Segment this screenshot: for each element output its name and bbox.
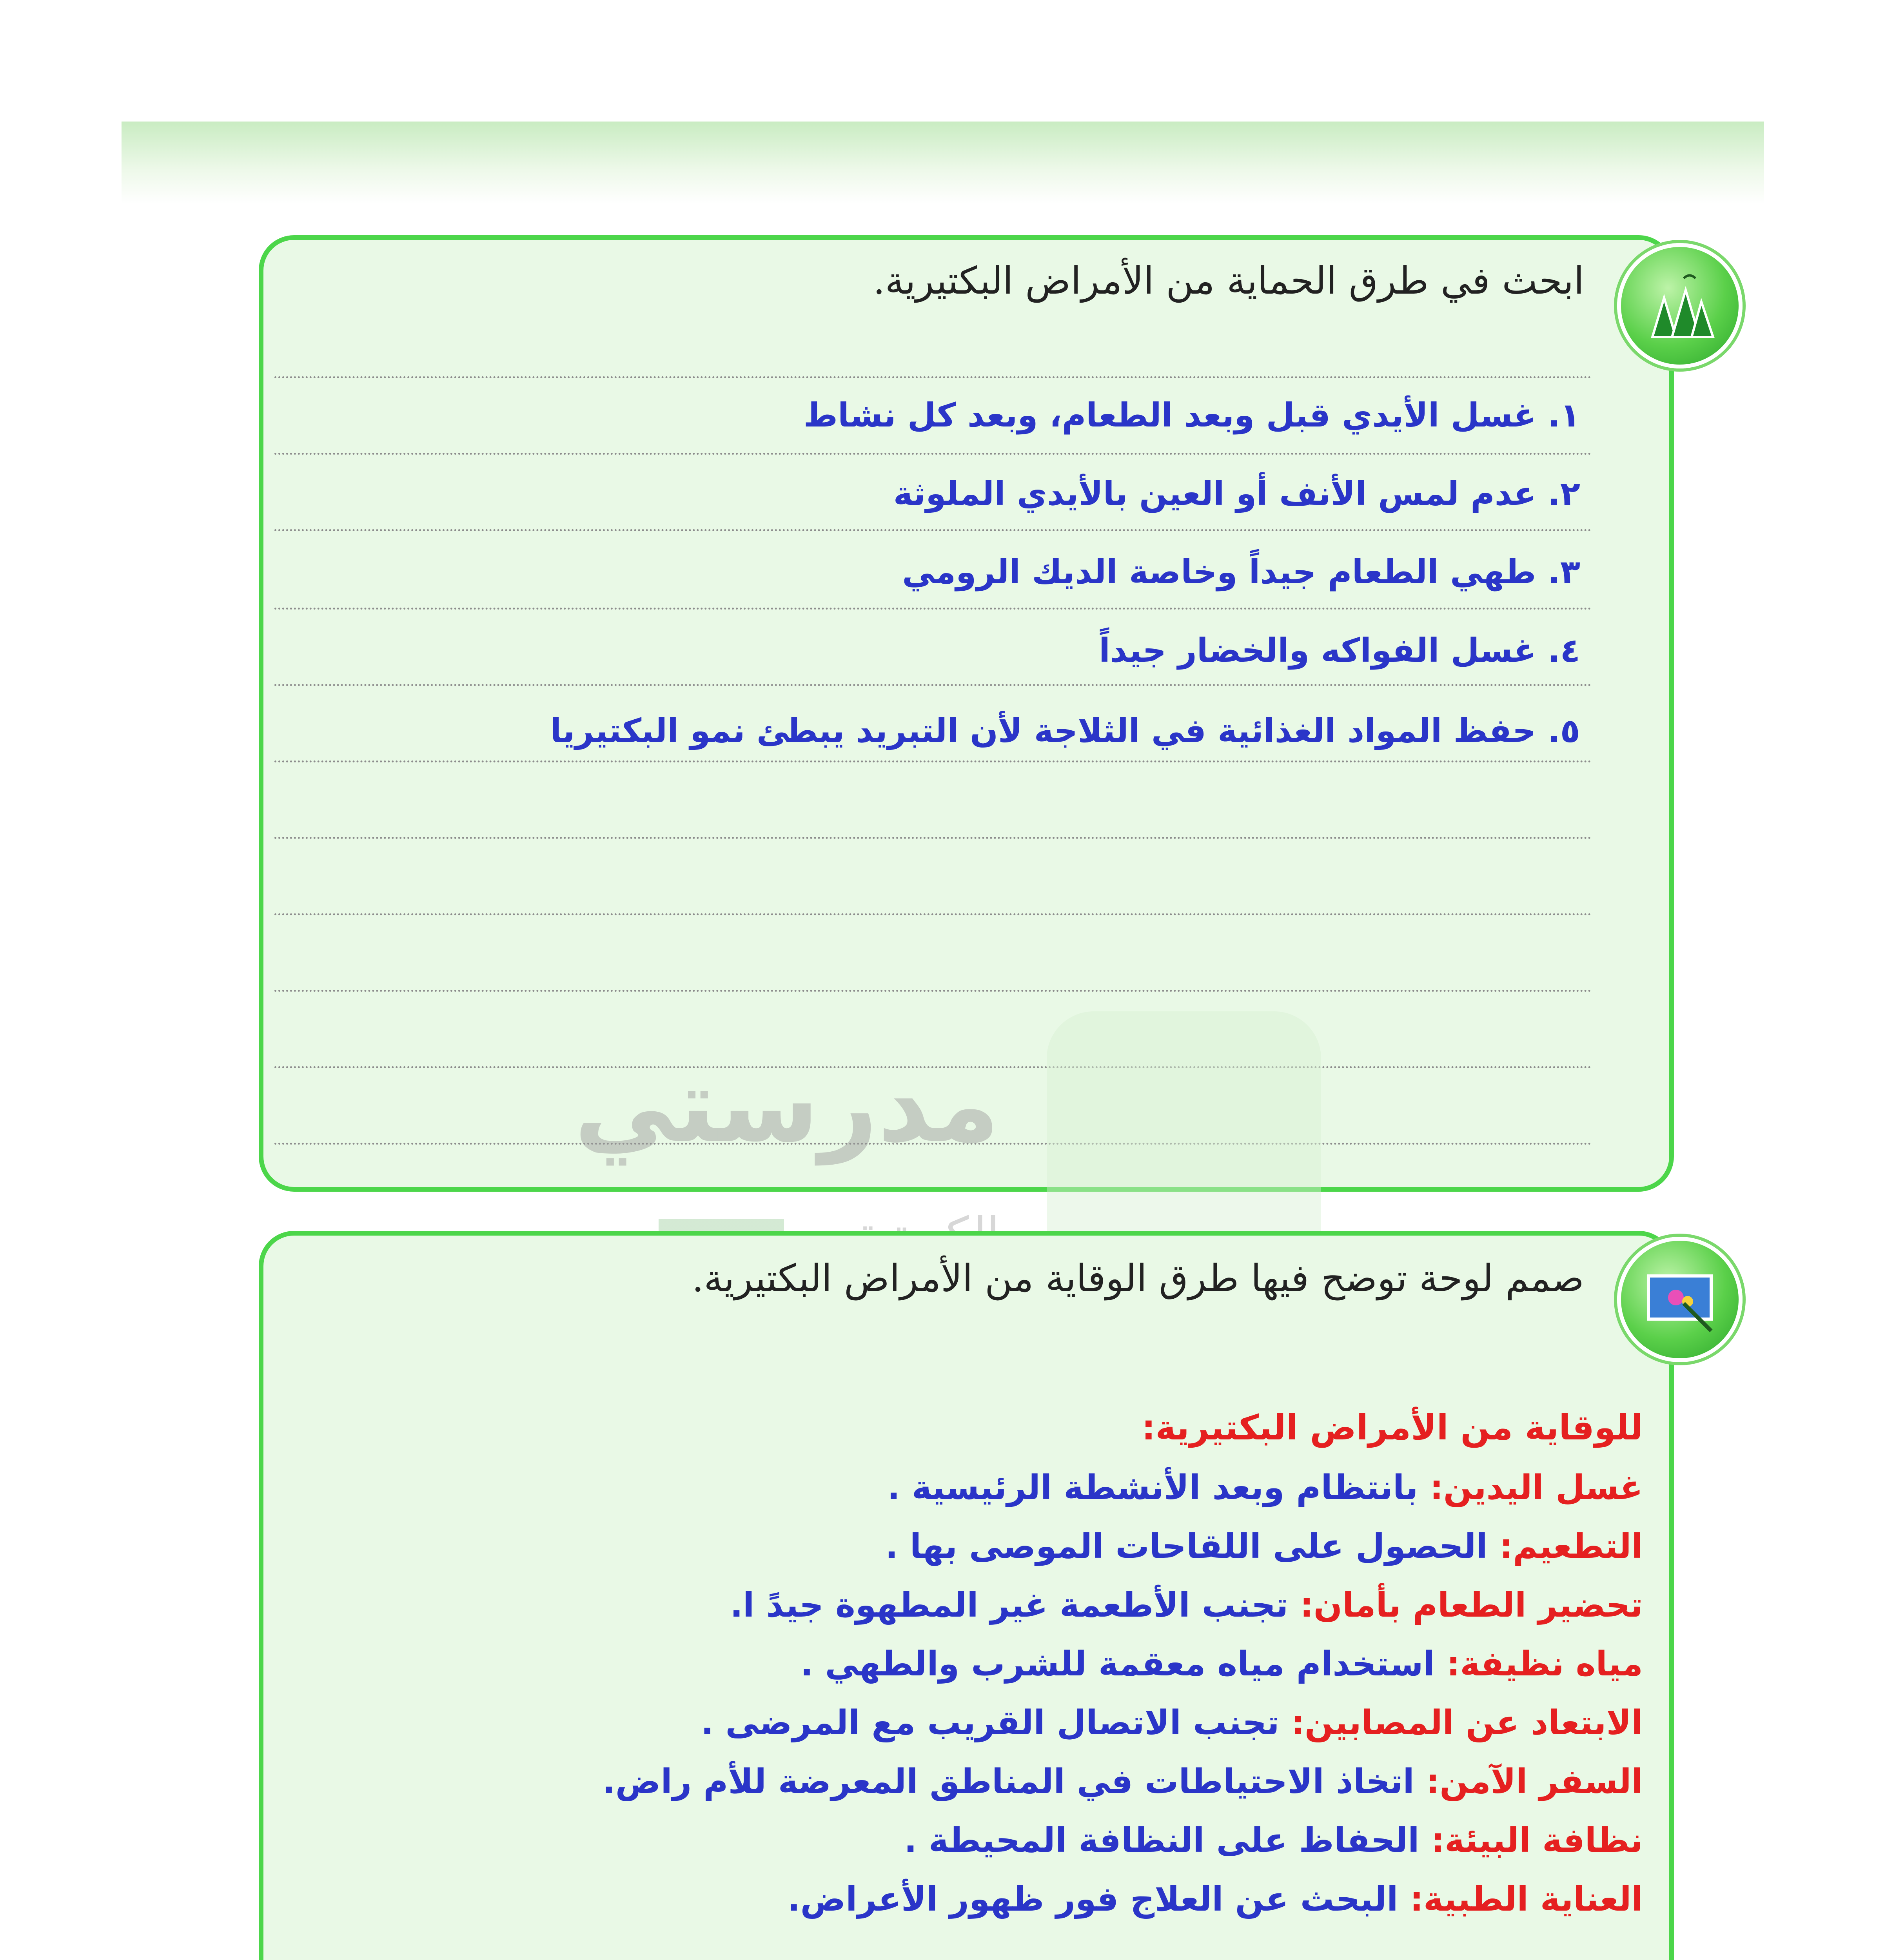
- answer-3: ٣. طهي الطعام جيداً وخاصة الديك الرومي: [902, 553, 1580, 591]
- board-item: [788, 1880, 1643, 1919]
- board-item: [603, 1762, 1643, 1801]
- board-item-label: التطعيم:: [1499, 1527, 1643, 1566]
- answer-line: [274, 608, 1592, 610]
- board-item-text: الحفاظ على النظافة المحيطة .: [904, 1821, 1431, 1860]
- answer-line: [274, 376, 1592, 378]
- board-item-text: اتخاذ الاحتياطات في المناطق المعرضة للأم راض.: [603, 1762, 1426, 1801]
- answer-line: [274, 684, 1592, 686]
- board-item: [701, 1703, 1643, 1742]
- board-item: [801, 1644, 1643, 1684]
- watermark-name: مدرستي: [574, 1047, 1000, 1165]
- board-item: [885, 1527, 1643, 1566]
- answer-line: [274, 453, 1592, 455]
- board-item-label: السفر الآمن:: [1426, 1762, 1643, 1801]
- board-item: [730, 1586, 1643, 1625]
- answer-line: [274, 913, 1592, 915]
- trees-icon: [1617, 243, 1743, 368]
- answer-2: ٢. عدم لمس الأنف أو العين بالأيدي الملوثة: [893, 474, 1580, 513]
- board-item-text: استخدام مياه معقمة للشرب والطهي .: [800, 1644, 1447, 1684]
- board-item: [887, 1468, 1643, 1507]
- board-item-text: الحصول على اللقاحات الموصى بها .: [885, 1527, 1499, 1566]
- answer-4: ٤. غسل الفواكه والخضار جيداً: [1099, 631, 1580, 670]
- board-item-label: مياه نظيفة:: [1447, 1644, 1643, 1684]
- board-item-label: تحضير الطعام بأمان:: [1300, 1586, 1643, 1625]
- drawing-board-icon: [1617, 1237, 1743, 1362]
- answer-line: [274, 990, 1592, 992]
- board-item-label: الابتعاد عن المصابين:: [1291, 1703, 1643, 1742]
- board-item-text: تجنب الاتصال القريب مع المرضى .: [701, 1703, 1291, 1742]
- answer-line: [274, 529, 1592, 531]
- design-instruction: صمم لوحة توضح فيها طرق الوقاية من الأمراض البكتيرية.: [692, 1256, 1584, 1300]
- board-item-text: تجنب الأطعمة غير المطهوة جيدً ا.: [730, 1586, 1300, 1625]
- answer-5: ٥. حفظ المواد الغذائية في الثلاجة لأن التبريد يبطئ نمو البكتيريا: [550, 711, 1580, 750]
- answer-line: [274, 760, 1592, 762]
- board-item-label: غسل اليدين:: [1430, 1468, 1643, 1507]
- research-instruction: ابحث في طرق الحماية من الأمراض البكتيرية.: [873, 259, 1584, 303]
- board-item-text: البحث عن العلاج فور ظهور الأعراض.: [787, 1880, 1410, 1919]
- answer-line: [274, 837, 1592, 839]
- board-item-label: العناية الطبية:: [1410, 1880, 1643, 1919]
- header-band: [122, 122, 1764, 204]
- board-item-label: نظافة البيئة:: [1431, 1821, 1643, 1860]
- board-title: للوقاية من الأمراض البكتيرية:: [1142, 1407, 1643, 1448]
- board-item: [904, 1821, 1643, 1860]
- answer-1: ١. غسل الأيدي قبل وبعد الطعام، وبعد كل نشاط: [803, 396, 1580, 434]
- board-item-text: بانتظام وبعد الأنشطة الرئيسية .: [887, 1468, 1430, 1507]
